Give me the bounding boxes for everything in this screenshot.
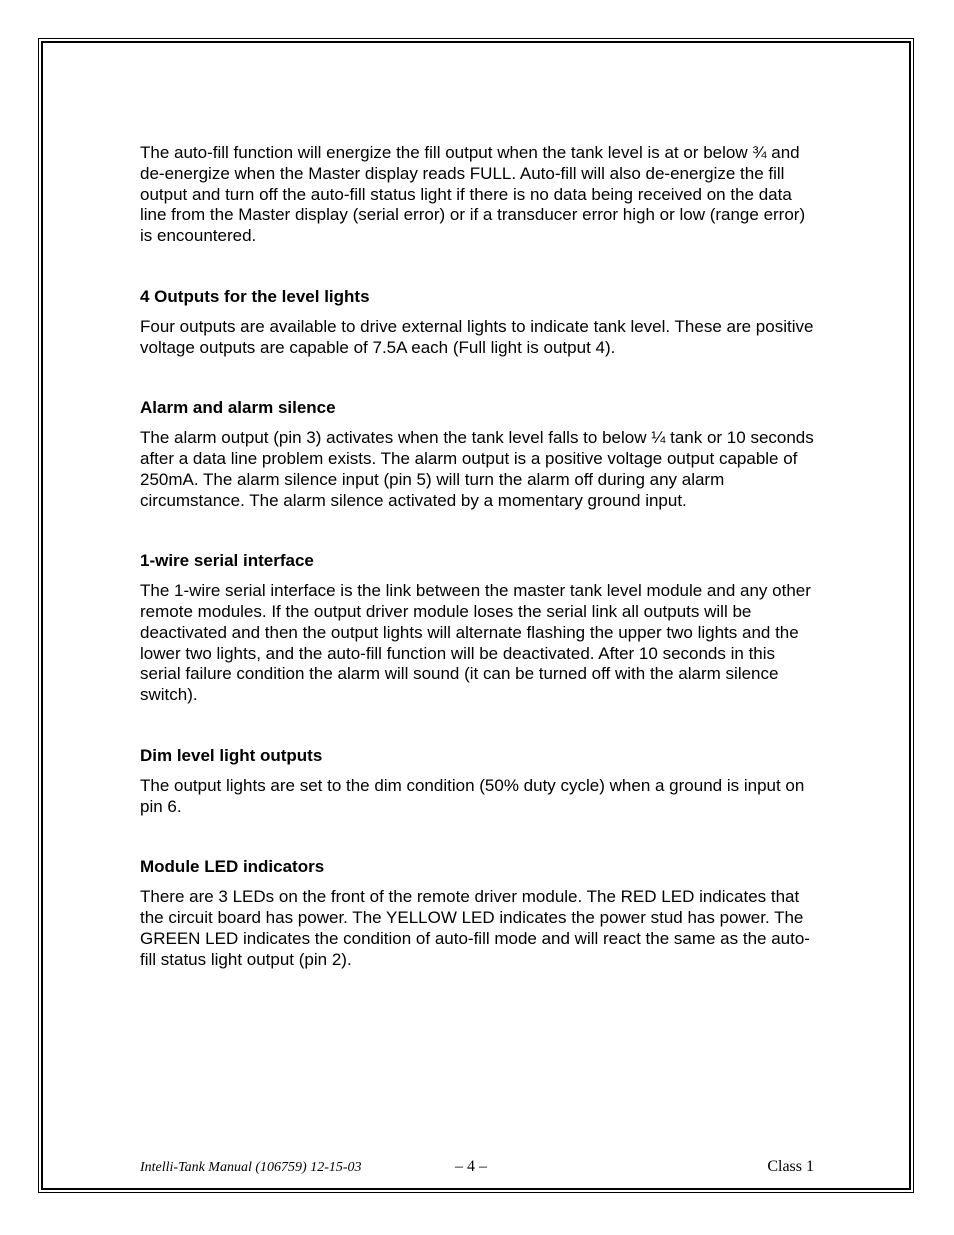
section-alarm <box>140 398 820 511</box>
section-paragraph: The alarm output (pin 3) activates when the tank level falls to below ¼ tank or 10 seconds after a data line problem exists. The alarm output is a positive voltage output capable of 250mA. The alarm silence input (pin 5) will turn the alarm off during any alarm circumstance. The alarm silence activated by a momentary ground input. <box>140 428 814 510</box>
section-serial-interface <box>140 551 820 706</box>
page-footer <box>140 1158 814 1180</box>
section-paragraph: Four outputs are available to drive external lights to indicate tank level. These are positive voltage outputs are capable of 7.5A each (Full light is output 4). <box>140 316 814 357</box>
footer-page-number: – 4 – <box>455 1158 487 1175</box>
section-led-indicators <box>140 857 820 970</box>
section-paragraph: The 1-wire serial interface is the link between the master tank level module and any other remote modules. If the output driver module loses the serial link all outputs will be deactivated and then the output lights will alternate flashing the upper two lights and the lower two lights, and the auto-fill function will be deactivated. After 10 seconds in this serial failure condition the alarm will sound (it can be turned off with the alarm silence switch). <box>140 581 811 705</box>
section-paragraph: There are 3 LEDs on the front of the remote driver module. The RED LED indicates that the circuit board has power. The YELLOW LED indicates the power stud has power. The GREEN LED indicates the condition of auto-fill mode and will react the same as the auto-fill status light output (pin 2). <box>140 887 810 969</box>
section-dim-outputs <box>140 746 820 817</box>
section-level-lights <box>140 287 820 358</box>
section-heading: Module LED indicators <box>140 857 325 877</box>
footer-class: Class 1 <box>767 1158 814 1175</box>
document-body <box>140 143 820 970</box>
section-heading: 4 Outputs for the level lights <box>140 286 370 306</box>
section-heading: Alarm and alarm silence <box>140 398 336 418</box>
footer-manual-title: Intelli-Tank Manual (106759) 12-15-03 <box>140 1160 362 1175</box>
section-heading: Dim level light outputs <box>140 745 323 765</box>
section-paragraph: The output lights are set to the dim condition (50% duty cycle) when a ground is input on pin 6. <box>140 775 805 816</box>
section-heading: 1-wire serial interface <box>140 551 314 571</box>
intro-paragraph: The auto-fill function will energize the fill output when the tank level is at or below ¾ and de-energize when the Master display reads FULL. Auto-fill will also de-energize the fill output and turn off the auto-fill status light if there is no data being received on the data line from the Master display (serial error) or if a transducer error high or low (range error) is encountered. <box>140 143 806 246</box>
